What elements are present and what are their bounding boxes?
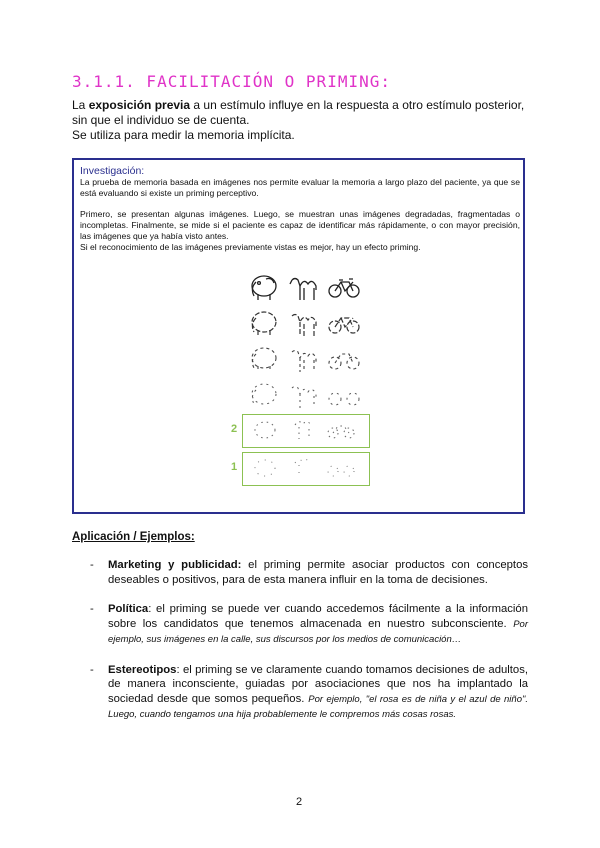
intro: [72, 98, 528, 143]
application-term: Política: [108, 603, 149, 615]
application-term: Estereotipos: [108, 663, 177, 676]
bicycle-drawing: [328, 380, 360, 410]
priming-figure: [231, 272, 370, 502]
research-box-text: [80, 177, 520, 263]
application-text: el priming permite asociar productos con conceptos deseables o positivos, para de esta manera influir en la toma de decisiones.: [108, 559, 528, 586]
intro-paragraph-2: Se utiliza para medir la memoria implícita.: [72, 128, 295, 142]
intro-paragraph-1: [72, 98, 528, 128]
research-paragraph-3: Si el reconocimiento de las imágenes previamente vistas es mejor, hay un efecto priming.: [80, 242, 421, 252]
application-item-marketing: [90, 558, 528, 587]
figure-frame-1: [231, 452, 370, 486]
research-box-title: Investigación:: [80, 165, 145, 177]
figure-frame-2: [231, 414, 370, 448]
camel-drawing: [288, 308, 320, 338]
application-term: Marketing y publicidad:: [108, 559, 242, 571]
list-dash: -: [90, 663, 94, 676]
research-paragraph-1: La prueba de memoria basada en imágenes nos permite evaluar la memoria a largo plazo del paciente, ya que se está evaluando si existe un priming perceptivo.: [80, 177, 520, 198]
intro-p1-post: a un estímulo influye en la respuesta a otro estímulo posterior, sin que el individuo se de cuenta.: [72, 98, 525, 127]
elephant-drawing: [248, 344, 280, 374]
frame-label-1: 1: [231, 461, 238, 473]
figure-row-degraded-2: [248, 344, 368, 374]
elephant-drawing: [248, 308, 280, 338]
list-dash: -: [90, 603, 94, 615]
intro-p1-bold: exposición previa: [88, 98, 191, 112]
frame-label-2: 2: [231, 423, 238, 435]
list-dash: -: [90, 559, 94, 571]
figure-row-degraded-1: [248, 308, 368, 338]
page-number: 2: [296, 796, 303, 808]
elephant-drawing: [248, 272, 280, 302]
research-paragraph-2: Primero, se presentan algunas imágenes. Luego, se muestran unas imágenes degradadas, fragmentadas o incompletas. Finalmente, se mide si el paciente es capaz de identificar más rápidamente, o con mayor precisión, las imágenes que ya había visto antes.: [80, 209, 520, 241]
figure-row-complete: [248, 272, 368, 302]
research-box: [72, 158, 525, 514]
bicycle-drawing: [328, 344, 360, 374]
bicycle-drawing: [328, 272, 360, 302]
figure-row-degraded-3: [248, 380, 368, 410]
application-example: Por ejemplo, sus imágenes en la calle, sus discursos por los medios de comunicación…: [108, 618, 528, 645]
application-example: Por ejemplo, "el rosa es de niña y el azul de niño". Luego, cuando tengamos una hija probablemente le compremos más cosas rosas.: [108, 693, 528, 720]
application-item-politica: [90, 602, 528, 648]
camel-drawing: [288, 380, 320, 410]
elephant-drawing: [248, 380, 280, 410]
section-title: 3.1.1. FACILITACIÓN O PRIMING:: [72, 72, 391, 91]
application-item-estereotipos: [90, 663, 528, 723]
intro-p1-pre: La: [72, 98, 89, 112]
bicycle-drawing: [328, 308, 360, 338]
application-text: : el priming se ve claramente cuando tomamos decisiones de adultos, de manera inconsciente, guiadas por asociaciones que nos ha implantado la sociedad desde que somos pequeños.: [108, 663, 528, 705]
applications-title: Aplicación / Ejemplos:: [72, 531, 195, 543]
applications-list: [90, 558, 528, 738]
application-text: : el priming se puede ver cuando accedemos fácilmente a la información sobre los candidatos que tenemos almacenada en nuestro subconsciente.: [108, 603, 528, 630]
camel-drawing: [288, 272, 320, 302]
camel-drawing: [288, 344, 320, 374]
